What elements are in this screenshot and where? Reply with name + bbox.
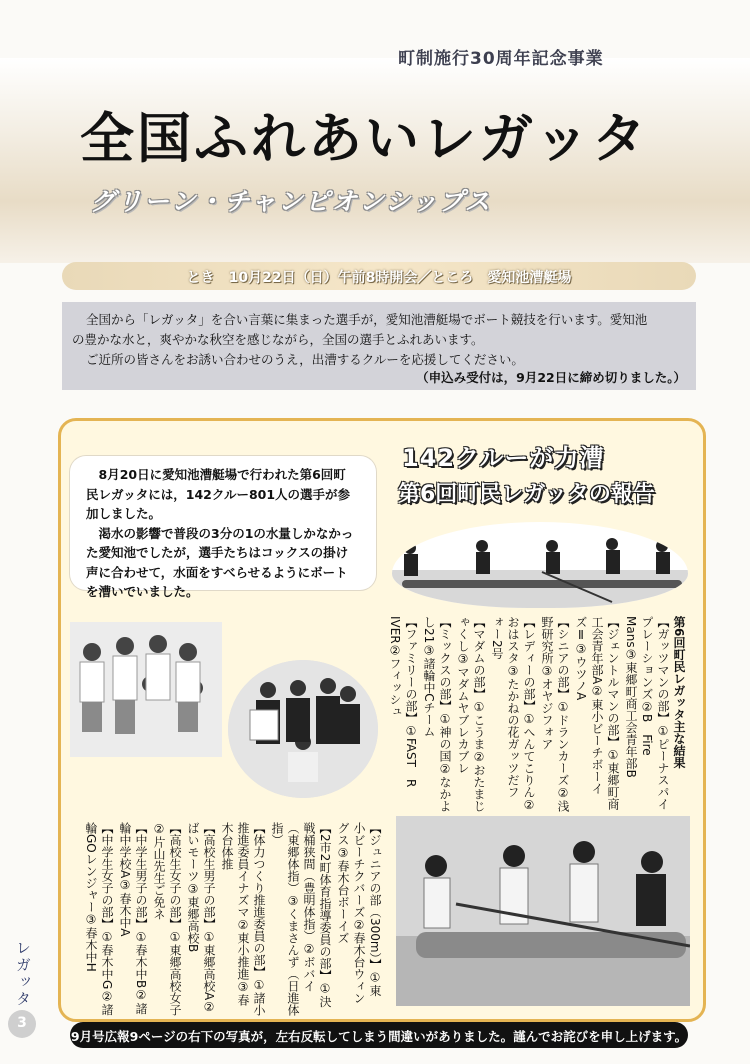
report-line: 声に合わせて，水面をすべらせるようにボート [86,564,348,580]
report-line: 8月20日に愛知池漕艇場で行われた第6回町 [86,467,346,482]
result-line: 【高校生男子の部】①東郷高校A② [202,822,216,1015]
result-line: ォー2号 [490,616,504,660]
report-line: 民レガッタには，142クルー801人の選手が参 [86,486,351,502]
result-line: 戦桶狭間（豊明体指）②ボバイ [302,822,316,992]
result-line: 輪中学校A③春木中A [118,822,132,937]
result-line: 【ジェントルマンの部】①東郷町商 [606,616,620,810]
adult-team-photo-graphic [228,660,378,798]
report-line: 渇水の影響で普段の3分の1の水量しかなかっ [86,525,354,541]
youth-team-photo-graphic [70,622,222,757]
date-place-text: とき 10月22日（日）午前8時開会／ところ 愛知池漕艇場 [186,270,572,286]
result-line: おはスタ③たかねの花ガッツだフ [506,616,520,798]
correction-notice-bar [70,1022,688,1048]
result-line: グス③春木台ボーイズ [336,822,350,944]
result-line: 【2市2町体育指導委員の部】①決 [318,822,332,1008]
results-heading: 第6回町民レガッタ主な結果 [672,616,686,769]
result-line: 【高校生女子の部】①東郷高校女子 [168,822,182,1016]
result-line: 【中学生女子の部】①春木中G②諸 [100,822,114,1016]
result-line: IVER②フィッシュ [388,616,402,718]
page-subtitle: グリーン・チャンピオンシップス [90,187,492,216]
result-line: 【ミックスの部】①神の国②なかよ [438,616,452,812]
intro-box [62,302,696,390]
date-place-bar [62,262,696,290]
result-line: 木台体推 [220,822,234,870]
rowing-crew-photo [396,816,690,1006]
result-line: 【レディーの部】①へんてこりん② [522,616,536,812]
page-number-badge [8,1010,36,1038]
intro-line-2: の豊かな水と，爽やかな秋空を感じながら，全国の選手とふれあいます。 [72,332,484,347]
intro-line-1: 全国から「レガッタ」を合い言葉に集まった選手が，愛知池漕艇場でボート競技を行います。愛知池 [86,312,648,327]
report-line: た愛知池でしたが，選手たちはコックスの掛け [86,545,349,560]
event-series-label: 町制施行30周年記念事業 [398,49,604,69]
rowing-crew-photo-graphic [396,816,690,1006]
result-line: し21③諸輪中Cチーム [422,616,436,738]
result-line: 【シニアの部】①ドランカーズ②浅 [556,616,570,812]
result-line: ②片山先生ご免ネ [152,822,166,920]
result-line: Mans③東郷町商工会青年部B [624,616,638,778]
result-line: 工会青年部A②東小ビーチボーイ [590,616,604,795]
result-line: 野研究所③オヤジフォア [540,616,554,750]
section-side-label: レガッタ [14,940,32,1008]
result-line: 指） [270,822,284,846]
result-line: 【ジュニアの部（300m）】①東 [368,822,382,997]
result-line: 推進委員イナズマ②東小推進③春 [236,822,250,1006]
youth-team-photo [70,622,222,757]
result-line: 【中学生男子の部】①春木中B②諸 [134,822,148,1015]
adult-team-photo [228,660,378,798]
result-line: 【ファミリーの部】①FAST R [404,616,418,788]
result-line: ゃくし③マダムヤブレカブレ [456,616,470,774]
result-line: プレーションズ②B Fire [640,616,654,756]
intro-line-3: ご近所の皆さんをお誘い合わせのうえ，出漕するクルーを応援してください。 [86,352,524,367]
report-subheadline: 第6回町民レガッタの報告 [398,482,655,507]
page-title: 全国ふれあいレガッタ [80,107,649,170]
result-line: 小ビーチクバーズ②春木台ウィン [352,822,366,1004]
correction-notice-text: 9月号広報9ページの右下の写真が，左右反転してしまう間違いがありました。謹んでお詫びを申し上げます。 [70,1029,688,1044]
report-line: を漕いでいました。 [86,584,199,599]
result-line: 【マダムの部】①こうま②おたまじ [472,616,486,812]
result-line: 【体力つくり推進委員の部】①諸小 [252,822,266,1016]
report-line: 加しました。 [86,506,162,521]
page-number: 3 [17,1015,27,1031]
report-summary-text [86,465,366,602]
result-line: 【ガッツマンの部】①ピーナスパイ [656,616,670,810]
result-line: （東郷体指）③くまさんず（日進体 [286,822,300,1016]
result-line: 輪GOレンジャー③春木中H [84,822,98,972]
result-line: ばいモーツ③東郷高校B [186,822,200,953]
deadline-note: （申込み受付は，9月22日に締め切りました。） [416,370,686,385]
report-headline: 142クルーが力漕 [402,444,605,472]
report-summary-box [70,456,376,599]
result-line: ズⅡ③ウツノA [574,616,588,701]
